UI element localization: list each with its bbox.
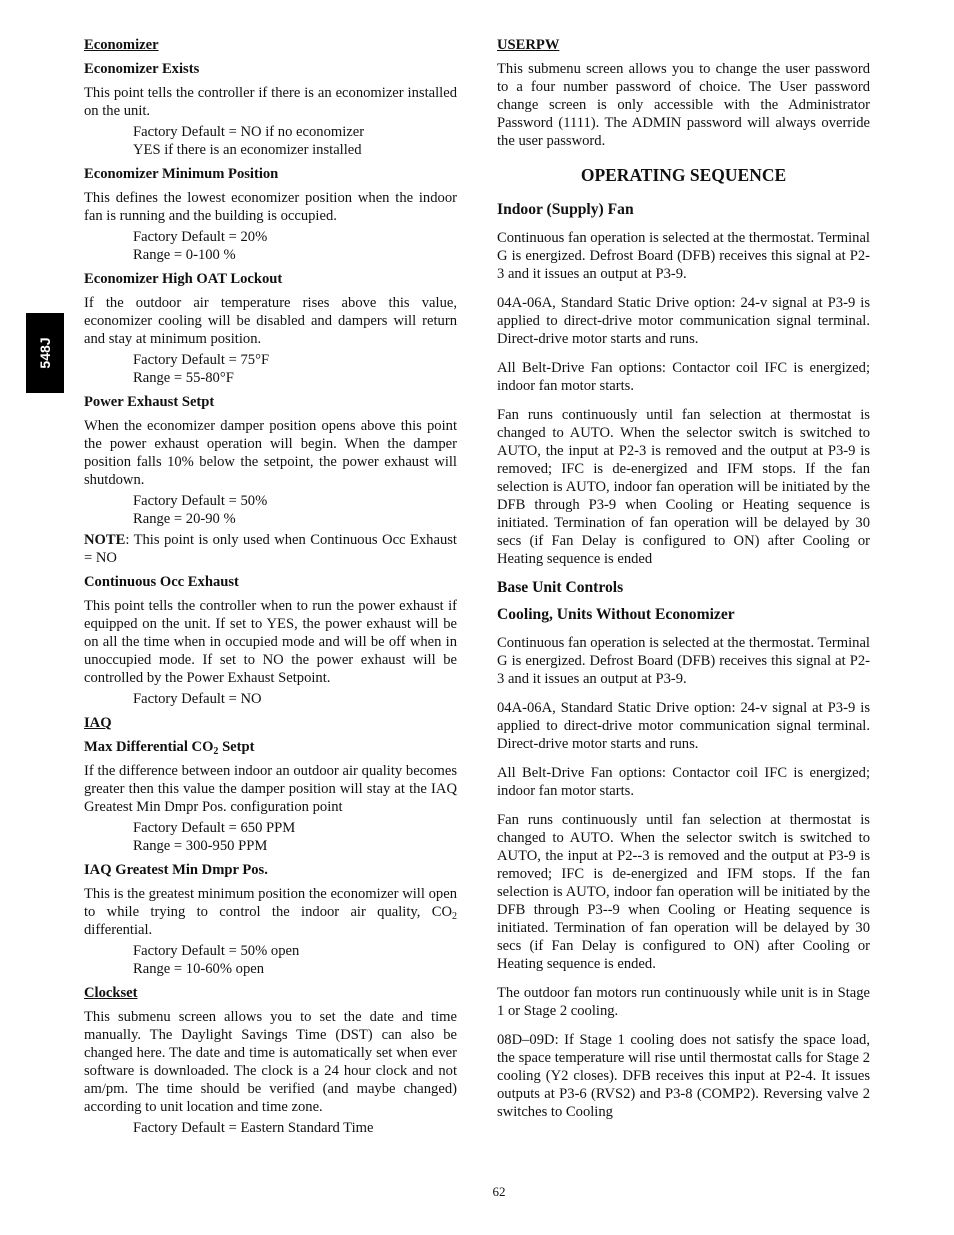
base-controls-p1: Continuous fan operation is selected at the thermostat. Terminal G is energized. Defrost Board (DFB) receives this signal at P2-3 and it issues an output at P3-9. bbox=[497, 635, 870, 687]
max-diff-co2-title: Max Differential $CO_2$ Setpt bbox=[84, 739, 255, 757]
economizer-oat-default: Factory Default = 75°F bbox=[133, 352, 270, 368]
base-controls-p3: All Belt-Drive Fan options: Contactor coil IFC is energized; indoor fan motor starts. bbox=[497, 765, 870, 799]
economizer-exists-default-2: YES if there is an economizer installed bbox=[133, 142, 362, 158]
side-tab bbox=[26, 313, 64, 393]
economizer-minpos-body: This defines the lowest economizer position when the indoor fan is running and the building is occupied. bbox=[84, 190, 457, 224]
indoor-fan-p4: Fan runs continuously until fan selection at thermostat is changed to AUTO. When the selector switch is switched to AUTO, the input at P2-3 is removed and the output at P3-9 is removed; IFC is de-energized and IFM stops. If the fan selection is AUTO, indoor fan operation will be initiated by the DFB through P3-9 when Cooling or Heating sequence is initiated. Termination of fan operation will be delayed by 30 secs (if Fan Delay is configured to ON) after Cooling or Heating sequence is ended bbox=[497, 407, 870, 567]
economizer-minpos-title: Economizer Minimum Position bbox=[84, 166, 279, 182]
base-controls-p6: 08D–09D: If Stage 1 cooling does not satisfy the space load, the space temperature will rise until thermostat calls for Stage 2 cooling (Y2 closes). DFB receives this input at P2-4. It issues outputs at P3-6 (RVS2) and P3-8 (COMP2). Reversing valve 2 switches to Cooling bbox=[497, 1032, 870, 1120]
economizer-minpos-range: Range = 0-100 % bbox=[133, 247, 236, 263]
power-exhaust-default: Factory Default = 50% bbox=[133, 493, 268, 509]
economizer-exists-title: Economizer Exists bbox=[84, 61, 200, 77]
continuous-occ-exhaust-body: This point tells the controller when to run the power exhaust if equipped on the unit. If set to YES, the power exhaust will be on all the time when in occupied mode and will be off when in unoccupied mode. If set to NO the power exhaust will be controlled by the Power Exhaust Setpoint. bbox=[84, 598, 457, 686]
indoor-fan-p2: 04A-06A, Standard Static Drive option: 24-v signal at P3-9 is applied to direct-drive motor communication signal terminal. Direct-drive motor starts and runs. bbox=[497, 295, 870, 347]
userpw-heading: USERPW bbox=[497, 37, 560, 53]
max-diff-co2-default: Factory Default = 650 PPM bbox=[133, 820, 296, 836]
indoor-fan-p1: Continuous fan operation is selected at the thermostat. Terminal G is energized. Defrost Board (DFB) receives this signal at P2-3 and it issues an output at P3-9. bbox=[497, 230, 870, 282]
iaq-greatest-min-dmpr-range: Range = 10-60% open bbox=[133, 961, 265, 977]
left-column bbox=[84, 36, 457, 1137]
economizer-oat-title: Economizer High OAT Lockout bbox=[84, 271, 283, 287]
economizer-oat-range: Range = 55-80°F bbox=[133, 370, 234, 386]
max-diff-co2-range: Range = 300-950 PPM bbox=[133, 838, 268, 854]
max-diff-co2-body: If the difference between indoor an outdoor air quality becomes greater then this value the damper position will stay at the IAQ Greatest Min Dmpr Pos. configuration point bbox=[84, 763, 457, 815]
economizer-oat-body: If the outdoor air temperature rises above this value, economizer cooling will be disabled and dampers will return and stay at minimum position. bbox=[84, 295, 457, 347]
economizer-minpos-default: Factory Default = 20% bbox=[133, 229, 268, 245]
clockset-body: This submenu screen allows you to set the date and time manually. The Daylight Savings Time (DST) can also be changed here. The date and time is automatically set when ever software is downloaded. The clock is a 24 hour clock and not am/pm. The time should be verified (and maybe changed) according to unit location and time zone. bbox=[84, 1009, 457, 1115]
iaq-greatest-min-dmpr-title: IAQ Greatest Min Dmpr Pos. bbox=[84, 862, 268, 878]
note-label: NOTE bbox=[84, 532, 126, 548]
base-controls-p2: 04A-06A, Standard Static Drive option: 24-v signal at P3-9 is applied to direct-drive motor communication signal terminal. Direct-drive motor starts and runs. bbox=[497, 700, 870, 752]
power-exhaust-body: When the economizer damper position opens above this point the power exhaust operation will begin. When the damper position falls 10% below the setpoint, the power exhaust will shutdown. bbox=[84, 418, 457, 488]
indoor-fan-p3: All Belt-Drive Fan options: Contactor coil IFC is energized; indoor fan motor starts. bbox=[497, 360, 870, 394]
iaq-heading: IAQ bbox=[84, 715, 112, 731]
note-text: : This point is only used when Continuous Occ Exhaust = NO bbox=[84, 532, 457, 566]
base-controls-title: Base Unit Controls bbox=[497, 579, 624, 596]
continuous-occ-exhaust-title: Continuous Occ Exhaust bbox=[84, 574, 239, 590]
iaq-greatest-min-dmpr-default: Factory Default = 50% open bbox=[133, 943, 300, 959]
indoor-fan-title: Indoor (Supply) Fan bbox=[497, 201, 634, 218]
base-controls-p4: Fan runs continuously until fan selection at thermostat is changed to AUTO. When the selector switch is switched to AUTO, the input at P2--3 is removed and the output at P3-9 is removed; IFC is de-energized and IFM stops. If the fan selection is AUTO, indoor fan operation will be initiated by the DFB through P3--9 when Cooling or Heating sequence is initiated. Termination of fan operation will be delayed by 30 secs (if Fan Delay is configured to ON) after Cooling or Heating sequence is ended. bbox=[497, 812, 870, 972]
economizer-exists-body: This point tells the controller if there is an economizer installed on the unit. bbox=[84, 85, 457, 119]
economizer-heading: Economizer bbox=[84, 37, 159, 53]
clockset-heading: Clockset bbox=[84, 985, 138, 1001]
base-controls-subtitle: Cooling, Units Without Economizer bbox=[497, 606, 735, 623]
power-exhaust-range: Range = 20-90 % bbox=[133, 511, 236, 527]
economizer-exists-default: Factory Default = NO if no economizer bbox=[133, 124, 365, 140]
continuous-occ-exhaust-default: Factory Default = NO bbox=[133, 691, 262, 707]
side-tab-label: 548J bbox=[37, 337, 53, 369]
iaq-greatest-min-dmpr-body: This is the greatest minimum position the economizer will open to while trying to control the indoor air quality, $CO_2$ differential. bbox=[84, 886, 457, 938]
clockset-default: Factory Default = Eastern Standard Time bbox=[133, 1120, 374, 1136]
page-number: 62 bbox=[492, 1184, 506, 1199]
operating-sequence-title: OPERATING SEQUENCE bbox=[580, 165, 787, 185]
userpw-body: This submenu screen allows you to change the user password to a four number password of choice. The User password change screen is only accessible with the Administrator Password (1111). The ADMIN password will always override the user password. bbox=[497, 61, 870, 149]
note-paragraph bbox=[84, 531, 457, 567]
right-column bbox=[497, 36, 870, 1132]
power-exhaust-title: Power Exhaust Setpt bbox=[84, 394, 215, 410]
base-controls-p5: The outdoor fan motors run continuously while unit is in Stage 1 or Stage 2 cooling. bbox=[497, 985, 870, 1019]
